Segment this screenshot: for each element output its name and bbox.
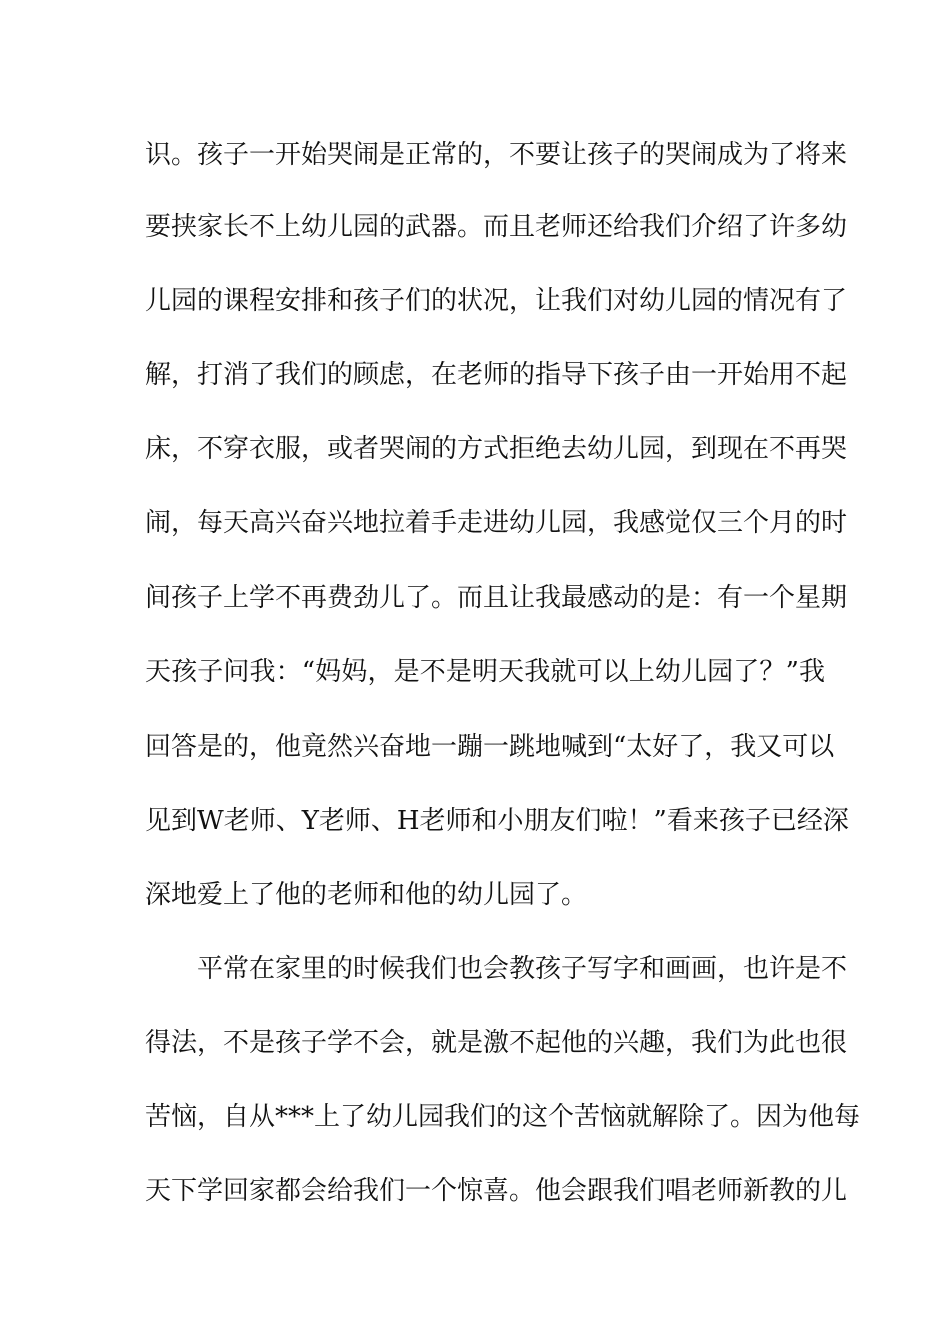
paragraph-first-line: 平常在家里的时候我们也会教孩子写字和画画，也许是不 bbox=[197, 954, 848, 984]
text-line: 识。孩子一开始哭闹是正常的，不要让孩子的哭闹成为了将来 bbox=[145, 140, 848, 170]
text-line: 回答是的，他竟然兴奋地一蹦一跳地喊到“太好了，我又可以 bbox=[145, 732, 835, 762]
text-line: 苦恼，自从***上了幼儿园我们的这个苦恼就解除了。因为他每 bbox=[145, 1102, 861, 1132]
text-line: 床，不穿衣服，或者哭闹的方式拒绝去幼儿园，到现在不再哭 bbox=[145, 434, 848, 464]
text-line: 天下学回家都会给我们一个惊喜。他会跟我们唱老师新教的儿 bbox=[145, 1176, 848, 1206]
text-line: 解，打消了我们的顾虑，在老师的指导下孩子由一开始用不起 bbox=[145, 360, 848, 390]
text-line: 见到W老师、Y老师、H老师和小朋友们啦！”看来孩子已经深 bbox=[145, 806, 849, 836]
text-line: 闹，每天高兴奋兴地拉着手走进幼儿园，我感觉仅三个月的时 bbox=[145, 508, 848, 538]
text-line: 要挟家长不上幼儿园的武器。而且老师还给我们介绍了许多幼 bbox=[145, 212, 848, 242]
text-line: 间孩子上学不再费劲儿了。而且让我最感动的是：有一个星期 bbox=[145, 583, 848, 613]
paragraph-end-line: 深地爱上了他的老师和他的幼儿园了。 bbox=[145, 880, 588, 910]
text-line: 儿园的课程安排和孩子们的状况，让我们对幼儿园的情况有了 bbox=[145, 286, 848, 316]
text-line: 得法，不是孩子学不会，就是激不起他的兴趣，我们为此也很 bbox=[145, 1028, 848, 1058]
text-line: 天孩子问我：“妈妈，是不是明天我就可以上幼儿园了？”我 bbox=[145, 657, 825, 687]
